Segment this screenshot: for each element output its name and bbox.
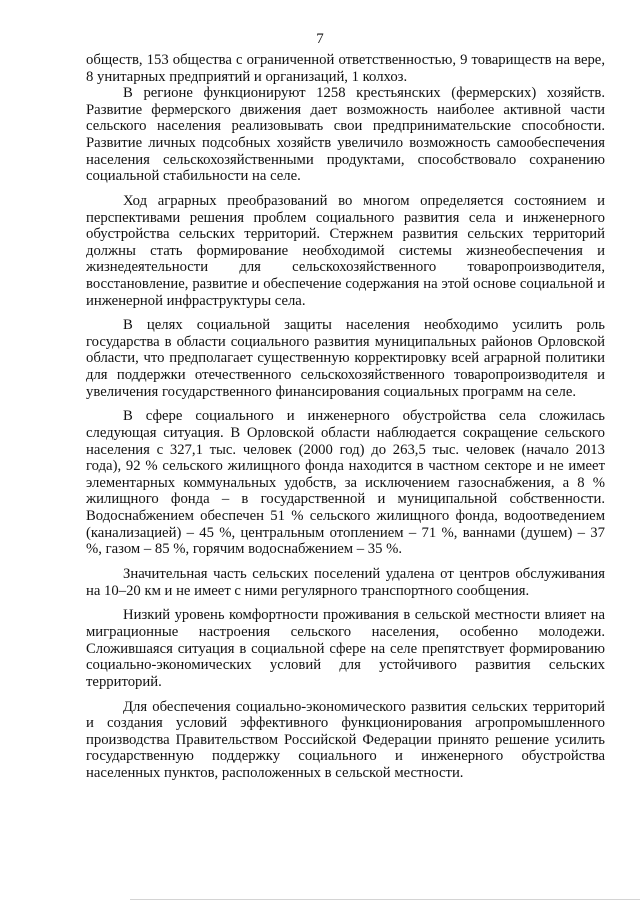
paragraph-continuation: обществ, 153 общества с ограниченной ответственностью, 9 товариществ на вере, 8 унитарных предприятий и организаций, 1 колхоз. — [86, 52, 605, 85]
paragraph-social-protection: В целях социальной защиты населения необходимо усилить роль государства в области социального развития муниципальных районов Орловской области, что предполагает существенную корректировку всей аграрной политики для поддержки отечественного сельскохозяйственного товаропроизводителя и увеличения государственного финансирования социальных программ на селе. — [86, 317, 605, 400]
paragraph-government-support: Для обеспечения социально-экономического развития сельских территорий и создания условий эффективного функционирования агропромышленного производства Правительством Российской Федерации принято решение усилить государственную поддержку социального и инженерного обустройства населенных пунктов, расположенных в сельской местности. — [86, 698, 605, 781]
page-number: 7 — [316, 31, 324, 47]
document-body — [86, 52, 605, 781]
paragraph-infrastructure-situation: В сфере социального и инженерного обустройства села сложилась следующая ситуация. В Орловской области наблюдается сокращение сельского населения с 327,1 тыс. человек (2000 год) до 263,5 тыс. человек (начало 2013 года), 92 % сельского жилищного фонда находится в частном секторе и не имеет элементарных коммунальных удобств, за исключением газоснабжения, а 8 % жилищного фонда – в государственной и муниципальной собственности. Водоснабжением обеспечен 51 % сельского жилищного фонда, водоотведением (канализацией) – 45 %, центральным отоплением – 71 %, ваннами (душем) – 37 %, газом – 85 %, горячим водоснабжением – 35 %. — [86, 408, 605, 558]
paragraph-farm-households: В регионе функционируют 1258 крестьянских (фермерских) хозяйств. Развитие фермерского движения дает возможность наиболее активной части сельского населения реализовывать свои предпринимательские способности. Развитие личных подсобных хозяйств увеличило возможность самообеспечения населения сельскохозяйственными продуктами, способствовало сохранению социальной стабильности на селе. — [86, 85, 605, 185]
paragraph-remote-settlements: Значительная часть сельских поселений удалена от центров обслуживания на 10–20 км и не имеет с ними регулярного транспортного сообщения. — [86, 565, 605, 599]
paragraph-low-comfort: Низкий уровень комфортности проживания в сельской местности влияет на миграционные настроения сельского населения, особенно молодежи. Сложившаяся ситуация в социальной сфере на селе препятствует формированию социально-экономических условий для устойчивого развития сельских территорий. — [86, 607, 605, 690]
scan-edge-line — [130, 899, 640, 900]
paragraph-agrarian-reforms: Ход аграрных преобразований во многом определяется состоянием и перспективами решения проблем социального развития села и инженерного обустройства сельских территорий. Стержнем развития сельских территорий должны стать формирование необходимой системы жизнеобеспечения и жизнедеятельности для сельскохозяйственного товаропроизводителя, восстановление, развитие и обеспечение содержания на этой основе социальной и инженерной инфраструктуры села. — [86, 192, 605, 309]
